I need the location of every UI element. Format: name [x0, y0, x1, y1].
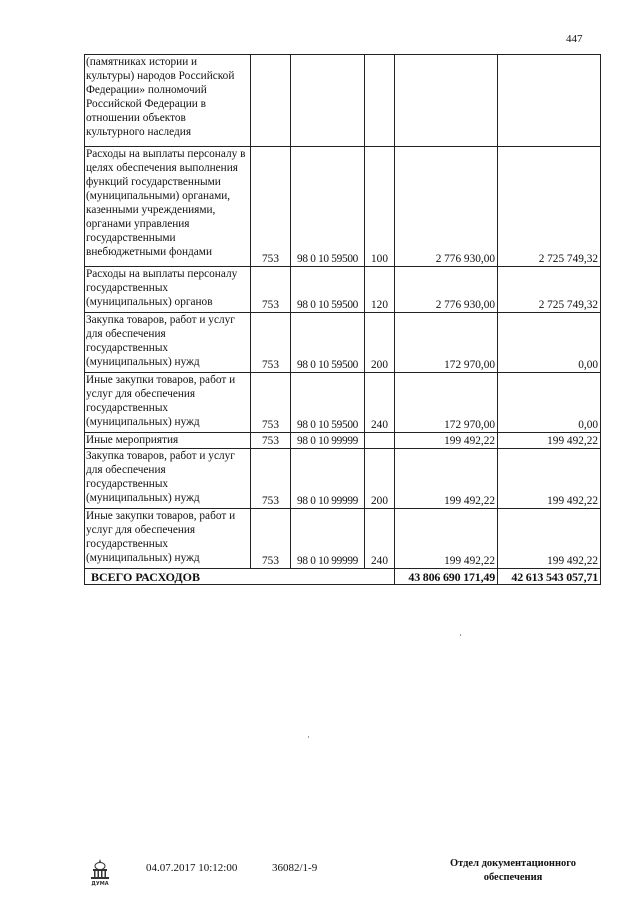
row-expense-type: 240 — [365, 373, 395, 433]
row-amount-fact: 0,00 — [498, 313, 601, 373]
row-amount-fact — [498, 55, 601, 147]
row-name: Иные закупки товаров, работ и услуг для обеспечения государственных (муниципальных) нужд — [85, 373, 251, 433]
row-amount-fact: 0,00 — [498, 373, 601, 433]
row-target-article: 98 0 10 99999 — [291, 449, 365, 509]
row-expense-type: 100 — [365, 147, 395, 267]
row-ministry-code — [251, 55, 291, 147]
table-row — [85, 433, 601, 449]
row-target-article: 98 0 10 59500 — [291, 267, 365, 313]
row-name: Иные мероприятия — [85, 433, 251, 449]
row-target-article: 98 0 10 99999 — [291, 509, 365, 569]
row-ministry-code: 753 — [251, 267, 291, 313]
row-expense-type: 200 — [365, 449, 395, 509]
row-amount-fact: 199 492,22 — [498, 509, 601, 569]
footer-datetime: 04.07.2017 10:12:00 — [146, 862, 238, 874]
row-target-article: 98 0 10 59500 — [291, 313, 365, 373]
table-row — [85, 509, 601, 569]
row-target-article: 98 0 10 59500 — [291, 373, 365, 433]
row-amount-plan: 199 492,22 — [395, 509, 498, 569]
row-amount-plan: 2 776 930,00 — [395, 147, 498, 267]
row-name: Иные закупки товаров, работ и услуг для обеспечения государственных (муниципальных) нужд — [85, 509, 251, 569]
row-amount-plan: 172 970,00 — [395, 373, 498, 433]
row-expense-type: 200 — [365, 313, 395, 373]
total-row — [85, 569, 601, 585]
footer-doc-number: 36082/1-9 — [272, 862, 318, 874]
row-ministry-code: 753 — [251, 373, 291, 433]
duma-logo-icon — [89, 858, 111, 886]
table-row — [85, 313, 601, 373]
page-number: 447 — [566, 33, 583, 45]
row-target-article: 98 0 10 59500 — [291, 147, 365, 267]
total-amount-plan: 43 806 690 171,49 — [395, 569, 498, 585]
scan-speck — [460, 634, 461, 636]
table-row — [85, 55, 601, 147]
row-name: Расходы на выплаты персоналу государственных (муниципальных) органов — [85, 267, 251, 313]
row-target-article: 98 0 10 99999 — [291, 433, 365, 449]
row-amount-fact: 199 492,22 — [498, 449, 601, 509]
row-ministry-code: 753 — [251, 313, 291, 373]
row-amount-plan: 2 776 930,00 — [395, 267, 498, 313]
table-row — [85, 147, 601, 267]
row-name: Закупка товаров, работ и услуг для обеспечения государственных (муниципальных) нужд — [85, 449, 251, 509]
row-expense-type: 240 — [365, 509, 395, 569]
table-row — [85, 449, 601, 509]
row-amount-plan: 199 492,22 — [395, 449, 498, 509]
row-amount-fact: 199 492,22 — [498, 433, 601, 449]
svg-text:ДУМА: ДУМА — [91, 881, 109, 886]
row-expense-type — [365, 433, 395, 449]
row-name: Закупка товаров, работ и услуг для обеспечения государственных (муниципальных) нужд — [85, 313, 251, 373]
budget-table — [84, 54, 601, 585]
total-amount-fact: 42 613 543 057,71 — [498, 569, 601, 585]
row-ministry-code: 753 — [251, 449, 291, 509]
row-name: (памятниках истории и культуры) народов Российской Федерации» полномочий Российской Федерации в отношении объектов культурного наследия — [85, 55, 251, 147]
scan-speck — [308, 736, 309, 738]
row-target-article — [291, 55, 365, 147]
row-expense-type — [365, 55, 395, 147]
row-ministry-code: 753 — [251, 433, 291, 449]
table-row — [85, 373, 601, 433]
row-amount-plan — [395, 55, 498, 147]
row-ministry-code: 753 — [251, 147, 291, 267]
row-ministry-code: 753 — [251, 509, 291, 569]
table-row — [85, 267, 601, 313]
footer-department: Отдел документационного обеспечения — [449, 858, 577, 883]
row-name: Расходы на выплаты персоналу в целях обеспечения выполнения функций государственными (муниципальными) органами, казенными учреждениями, органами управления государственными внебюджетными фондами — [85, 147, 251, 267]
row-amount-fact: 2 725 749,32 — [498, 147, 601, 267]
total-label: ВСЕГО РАСХОДОВ — [85, 569, 395, 585]
row-amount-plan: 199 492,22 — [395, 433, 498, 449]
row-expense-type: 120 — [365, 267, 395, 313]
row-amount-fact: 2 725 749,32 — [498, 267, 601, 313]
row-amount-plan: 172 970,00 — [395, 313, 498, 373]
